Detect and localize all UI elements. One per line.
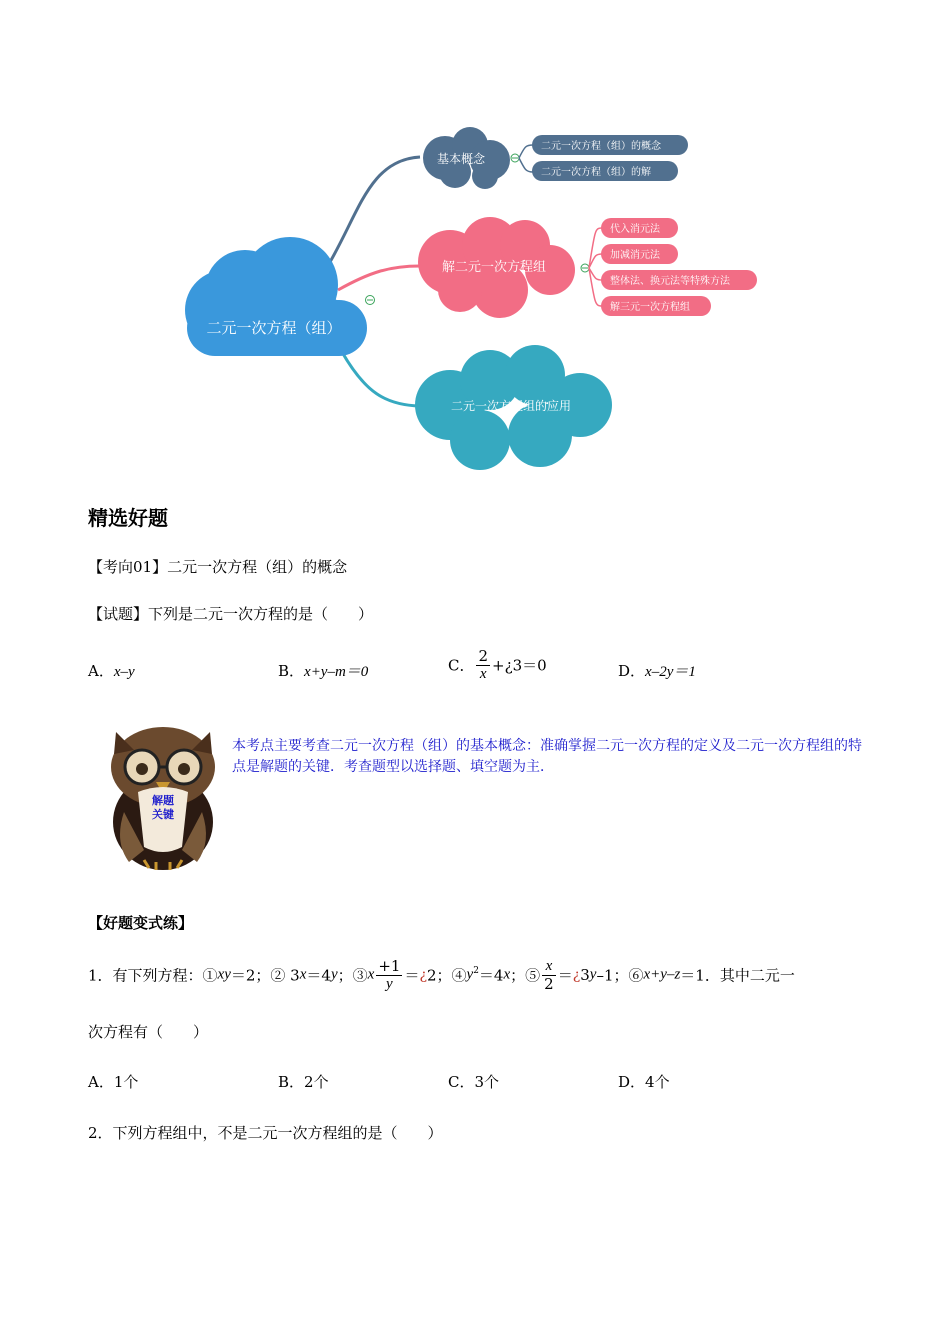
root-cloud — [185, 237, 367, 356]
q1-option-a: A．1个 — [88, 1073, 139, 1091]
option-c: C． $\frac{2}{x}$ +¿3＝0 — [448, 647, 547, 682]
trial-question: 【试题】下列是二元一次方程的是（ ） — [88, 605, 374, 623]
branch1-item: 二元一次方程（组）的解 — [541, 167, 651, 178]
question-1-line2: 次方程有（ ） — [88, 1023, 209, 1041]
branch2-item: 解三元一次方程组 — [610, 302, 690, 313]
connector-branch3 — [342, 352, 420, 406]
branch1-label: 基本概念 — [436, 152, 486, 166]
connector-branch2 — [338, 266, 420, 290]
branch2-label: 解二元一次方程组 — [441, 260, 547, 275]
practice-title: 【好题变式练】 — [88, 914, 194, 932]
question-1: 1．有下列方程：①xy＝2；② 3x＝4y；③x $\frac{+1}{y}$ ＝¿2；$④y^2=4x$；⑤ $\frac{x}{2}$ ＝¿3y–1；⑥x+y–z＝1．其中二元一 — [88, 957, 795, 993]
badge-line1: 解题 — [152, 794, 174, 807]
branch2-item: 代入消元法 — [610, 224, 660, 235]
root-label: 二元一次方程（组） — [206, 319, 342, 337]
branch3-label: 二元一次方程组的应用 — [450, 399, 572, 413]
branch2-item: 加减消元法 — [610, 250, 660, 261]
tip-text: 本考点主要考查二元一次方程（组）的基本概念：准确掌握二元一次方程的定义及二元一次方程组的特点是解题的关键．考查题型以选择题、填空题为主． — [232, 738, 862, 775]
option-d: D．x–2y＝1 — [618, 662, 696, 680]
connector-branch1 — [330, 157, 420, 262]
section-title: 精选好题 — [88, 506, 168, 530]
q1-option-b: B．2个 — [278, 1073, 329, 1091]
badge-line2: 关键 — [152, 808, 174, 821]
option-a: A．x–y — [88, 662, 135, 680]
q1-option-d: D．4个 — [618, 1073, 670, 1091]
question-2: 2．下列方程组中，不是二元一次方程组的是（ ） — [88, 1124, 443, 1142]
mind-map — [0, 0, 950, 480]
option-b: B．x+y–m＝0 — [278, 662, 369, 680]
topic-heading: 【考向01】二元一次方程（组）的概念 — [88, 558, 348, 576]
branch1-item: 二元一次方程（组）的概念 — [541, 141, 661, 152]
q1-option-c: C．3个 — [448, 1073, 500, 1091]
owl-icon — [104, 722, 222, 872]
branch2-item: 整体法、换元法等特殊方法 — [610, 276, 730, 287]
